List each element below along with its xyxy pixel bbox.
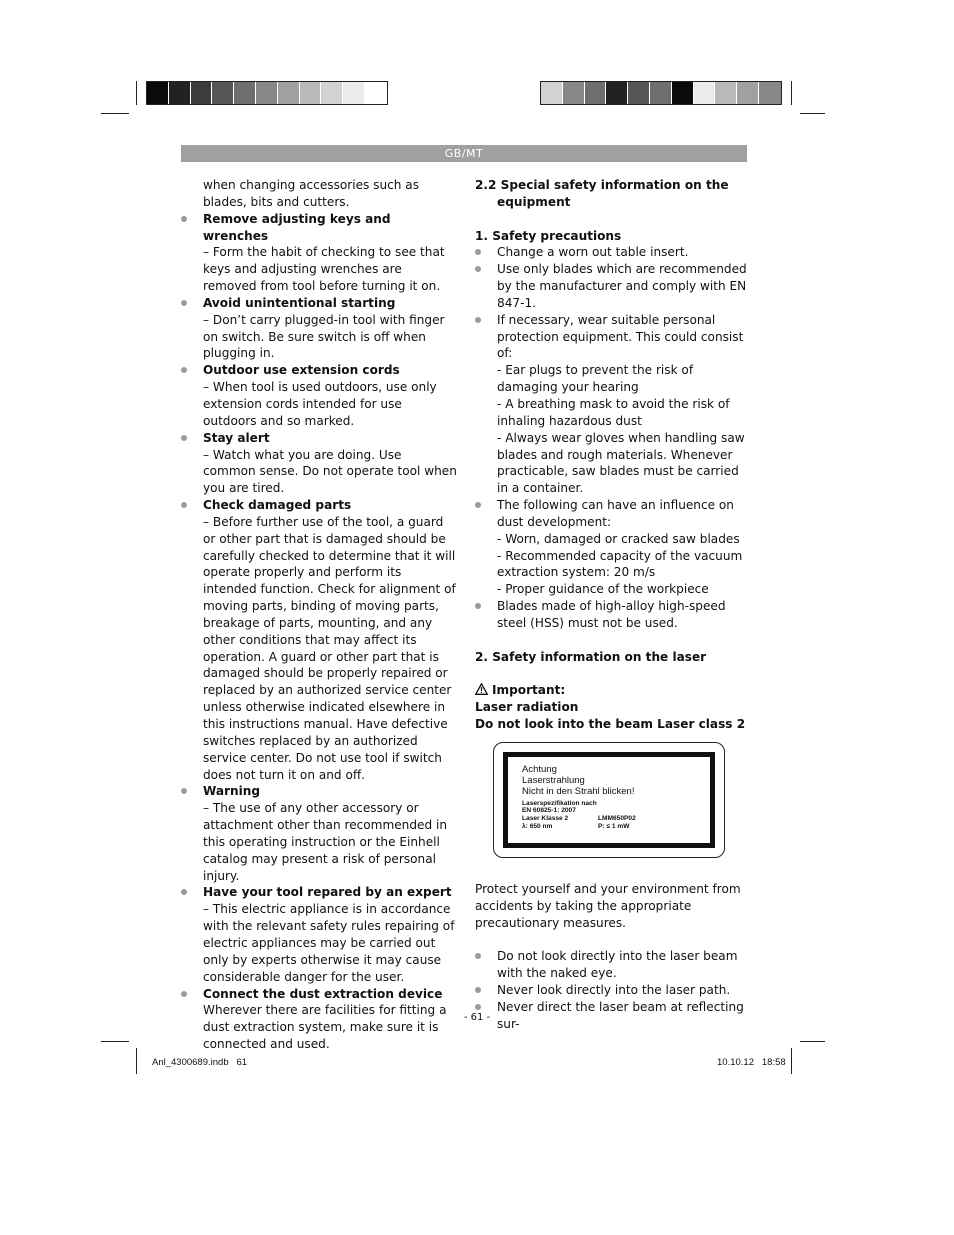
bullet-dot <box>475 953 481 959</box>
item-title: Avoid unintentional starting <box>203 295 396 310</box>
item-text: If necessary, wear suitable personal protection equipment. This could consist of: <box>497 312 744 361</box>
header-band <box>181 145 747 162</box>
item-text: Blades made of high-alloy high-speed steel (HSS) must not be used. <box>497 599 726 630</box>
bullet-dot <box>181 435 187 441</box>
laser-warning-label <box>493 742 725 858</box>
item-text: The following can have an influence on dust development: <box>497 498 734 529</box>
laser-model-spec: LMM650P02 <box>598 815 636 823</box>
list-item <box>475 982 747 999</box>
color-swatch <box>585 82 607 104</box>
laser-power-spec: P: ≤ 1 mW <box>598 822 630 830</box>
laser-spec-row <box>522 823 710 831</box>
crop-mark <box>800 1041 825 1042</box>
color-swatch <box>650 82 672 104</box>
color-calibration-strip-left <box>146 81 388 105</box>
color-swatch <box>541 82 563 104</box>
list-item <box>475 598 747 632</box>
laser-label-line: Achtung <box>522 763 557 775</box>
color-swatch <box>672 82 694 104</box>
color-swatch <box>300 82 322 104</box>
crop-mark <box>101 113 129 114</box>
item-text: Wherever there are facilities for fitting a dust extraction system, make sure it is connected and used. <box>203 1003 447 1052</box>
item-text: Use only blades which are recommended by the manufacturer and comply with EN 847-1. <box>497 262 747 310</box>
color-swatch <box>321 82 343 104</box>
bullet-dot <box>181 367 187 373</box>
item-text: – The use of any other accessory or attachment other than recommended in this operating instruction or the Einhell catalog may present a risk of personal injury. <box>203 801 448 883</box>
item-text: – Before further use of the tool, a guard or other part that is damaged should be carefully checked to determine that it will operate properly and perform its intended function. Check for alignment of moving parts, binding of moving parts, breakage of parts, mounting, and any other conditions that may affect its operation. A guard or other part that is damaged should be properly repaired or replaced by an authorized service center unless otherwise indicated elsewhere in this instructions manual. Have defective switches replaced by an authorized service center. Do not use tool if switch does not turn it on and off. <box>203 514 456 782</box>
laser-class-spec: Laser Klasse 2 <box>522 815 569 823</box>
subsection-heading-laser: 2. Safety information on the laser <box>475 649 707 664</box>
color-swatch <box>715 82 737 104</box>
item-title: Connect the dust extraction device <box>203 986 443 1001</box>
item-subtext: - Always wear gloves when handling saw blades and rough materials. Whenever practicable, saw blades must be carried in a container. <box>497 430 745 496</box>
laser-label-inner <box>503 752 715 848</box>
subsection-heading-safety-precautions: 1. Safety precautions <box>475 228 622 243</box>
crop-mark <box>791 81 792 105</box>
color-calibration-strip-right <box>540 81 782 105</box>
laser-label-line: Laserstrahlung <box>522 774 585 786</box>
list-item <box>181 783 457 884</box>
list-item <box>181 497 457 783</box>
footer-file-info: Anl_4300689.indb 61 <box>152 1057 248 1068</box>
list-item <box>181 362 457 429</box>
item-text: – This electric appliance is in accordance with the relevant safety rules repairing of electric appliances may be carried out only by experts otherwise it may cause considerable danger for the user. <box>203 902 455 984</box>
right-column <box>475 177 747 1032</box>
page-number: - 61 - <box>463 1012 491 1023</box>
crop-mark <box>800 113 825 114</box>
laser-spec-line: EN 60825-1: 2007 <box>522 807 576 815</box>
item-text: Change a worn out table insert. <box>497 245 689 260</box>
important-line <box>475 682 747 699</box>
list-item <box>181 884 457 985</box>
important-label: Important: <box>492 683 566 698</box>
item-title: Remove adjusting keys and wrenches <box>203 211 391 243</box>
laser-spec-line: Laserspezifikation nach <box>522 799 597 807</box>
protect-paragraph: Protect yourself and your environment from accidents by taking the appropriate precautionary measures. <box>475 881 741 930</box>
warning-triangle-icon <box>475 683 488 695</box>
color-swatch <box>694 82 716 104</box>
bullet-dot <box>181 502 187 508</box>
bullet-dot <box>475 987 481 993</box>
crop-mark <box>136 81 137 105</box>
list-item <box>475 948 747 982</box>
list-item <box>181 295 457 362</box>
item-text: – Don’t carry plugged-in tool with finger on switch. Be sure switch is off when plugging in. <box>203 312 445 361</box>
bullet-dot <box>181 216 187 222</box>
list-item <box>475 261 747 312</box>
color-swatch <box>365 82 387 104</box>
list-item <box>181 211 457 295</box>
header-label: GB/MT <box>444 147 484 160</box>
laser-label-line: Nicht in den Strahl blicken! <box>522 785 635 797</box>
list-item <box>475 312 747 497</box>
color-swatch <box>343 82 365 104</box>
item-text: – Watch what you are doing. Use common sense. Do not operate tool when you are tired. <box>203 447 457 496</box>
item-subtext: - Worn, damaged or cracked saw blades <box>497 531 740 546</box>
item-subtext: - Proper guidance of the workpiece <box>497 582 709 597</box>
color-swatch <box>191 82 213 104</box>
item-title: Outdoor use extension cords <box>203 363 400 378</box>
color-swatch <box>147 82 169 104</box>
bullet-dot <box>181 788 187 794</box>
crop-mark <box>136 1048 137 1074</box>
left-column <box>181 177 457 1053</box>
bullet-dot <box>475 266 481 272</box>
bullet-dot <box>475 249 481 255</box>
laser-class-text: Do not look into the beam Laser class 2 <box>475 717 746 731</box>
item-subtext: - A breathing mask to avoid the risk of inhaling hazardous dust <box>497 396 730 428</box>
crop-mark <box>101 1041 129 1042</box>
laser-wavelength-spec: λ: 650 nm <box>522 822 553 830</box>
list-item <box>475 497 747 598</box>
bullet-dot <box>475 1004 481 1010</box>
laser-radiation-text: Laser radiation <box>475 700 579 715</box>
bullet-dot <box>475 317 481 323</box>
footer-date-time: 10.10.12 18:58 <box>717 1057 786 1068</box>
bullet-dot <box>475 502 481 508</box>
color-swatch <box>212 82 234 104</box>
item-title: Stay alert <box>203 430 270 445</box>
color-swatch <box>606 82 628 104</box>
color-swatch <box>169 82 191 104</box>
item-text: – Form the habit of checking to see that keys and adjusting wrenches are removed from tool before turning it on. <box>203 245 445 294</box>
intro-text: when changing accessories such as blades, bits and cutters. <box>203 178 420 209</box>
bullet-dot <box>475 603 481 609</box>
list-item <box>475 244 747 261</box>
laser-spec-row <box>522 815 710 823</box>
item-subtext: - Ear plugs to prevent the risk of damaging your hearing <box>497 363 694 395</box>
list-item <box>181 430 457 497</box>
item-text: Never look directly into the laser path. <box>497 982 731 997</box>
color-swatch <box>256 82 278 104</box>
color-swatch <box>628 82 650 104</box>
item-text: Never direct the laser beam at reflecting sur- <box>497 999 744 1031</box>
color-swatch <box>737 82 759 104</box>
color-swatch <box>278 82 300 104</box>
item-text: Do not look directly into the laser beam with the naked eye. <box>497 949 738 981</box>
color-swatch <box>234 82 256 104</box>
item-title: Check damaged parts <box>203 498 352 513</box>
bullet-dot <box>181 889 187 895</box>
item-subtext: - Recommended capacity of the vacuum extraction system: 20 m/s <box>497 548 743 580</box>
item-title: Have your tool repared by an expert <box>203 885 452 900</box>
section-heading: 2.2 Special safety information on the equipment <box>475 178 729 209</box>
color-swatch <box>759 82 781 104</box>
bullet-dot <box>181 300 187 306</box>
crop-mark <box>791 1048 792 1074</box>
color-swatch <box>563 82 585 104</box>
item-text: – When tool is used outdoors, use only extension cords intended for use outdoors and so marked. <box>203 380 437 428</box>
item-title: Warning <box>203 784 261 799</box>
bullet-dot <box>181 991 187 997</box>
